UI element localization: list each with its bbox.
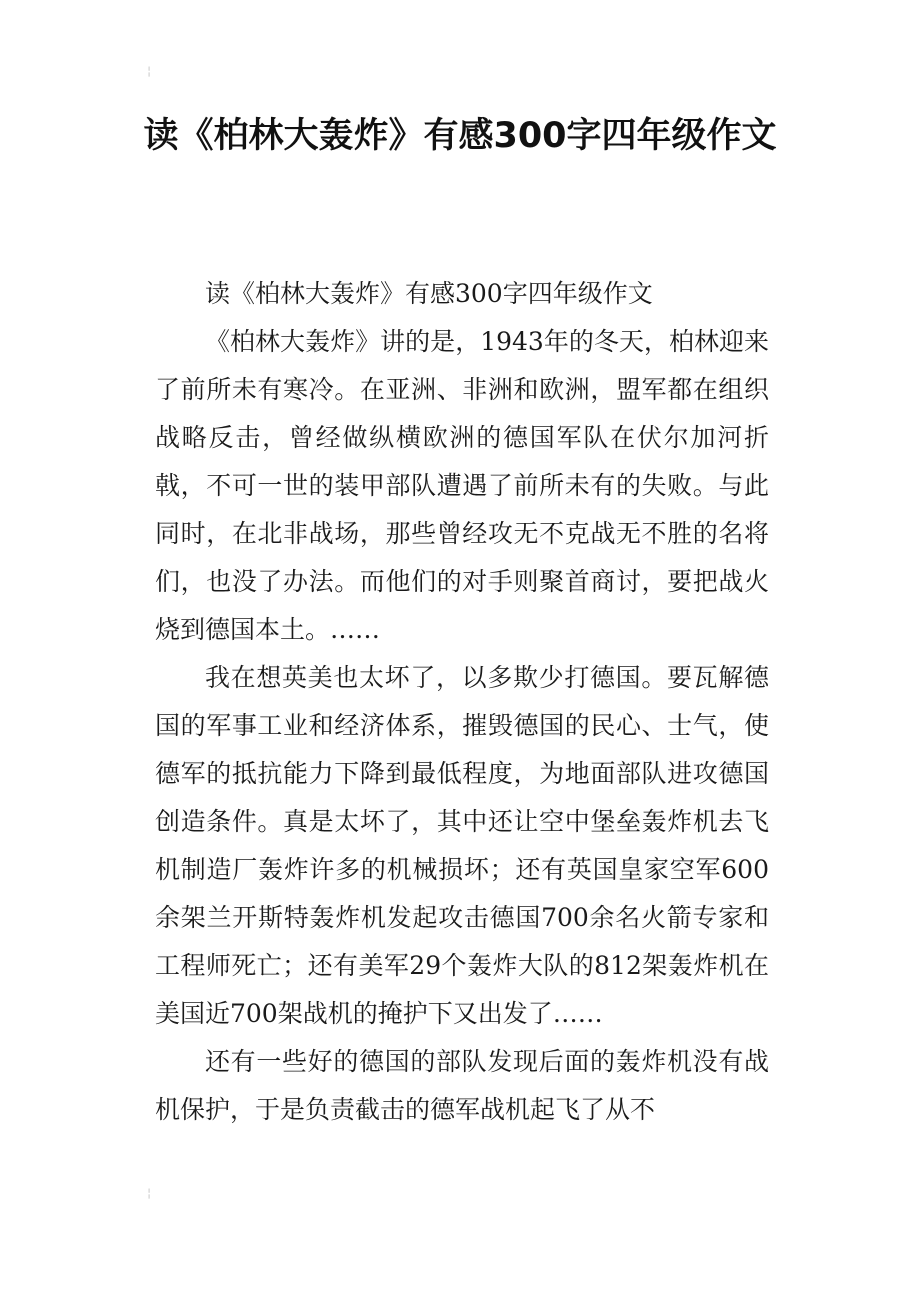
paragraph-1: 《柏林大轰炸》讲的是，1943年的冬天，柏林迎来了前所未有寒冷。在亚洲、非洲和欧洲，盟军都在组织战略反击，曾经做纵横欧洲的德国军队在伏尔加河折戟，不可一世的装甲部队遭遇了前所未有的失败。与此同时，在北非战场，那些曾经攻无不克战无不胜的名将们，也没了办法。而他们的对手则聚首商讨，要把战火烧到德国本土。…… (155, 327, 769, 644)
document-body (155, 270, 769, 1134)
page-corner-mark-icon: ╎ (146, 1189, 153, 1200)
document-title: 读《柏林大轰炸》有感300字四年级作文 (143, 116, 777, 156)
paragraph-2: 我在想英美也太坏了，以多欺少打德国。要瓦解德国的军事工业和经济体系，摧毁德国的民心、士气，使德军的抵抗能力下降到最低程度，为地面部队进攻德国创造条件。真是太坏了，其中还让空中堡垒轰炸机去飞机制造厂轰炸许多的机械损坏；还有英国皇家空军600余架兰开斯特轰炸机发起攻击德国700余名火箭专家和工程师死亡；还有美军29个轰炸大队的812架轰炸机在美国近700架战机的掩护下又出发了…… (155, 663, 769, 1028)
paragraph-subtitle: 读《柏林大轰炸》有感300字四年级作文 (205, 279, 653, 308)
page-corner-mark-icon: ╎ (146, 67, 153, 78)
paragraph-3: 还有一些好的德国的部队发现后面的轰炸机没有战机保护，于是负责截击的德军战机起飞了从不 (155, 1047, 769, 1124)
